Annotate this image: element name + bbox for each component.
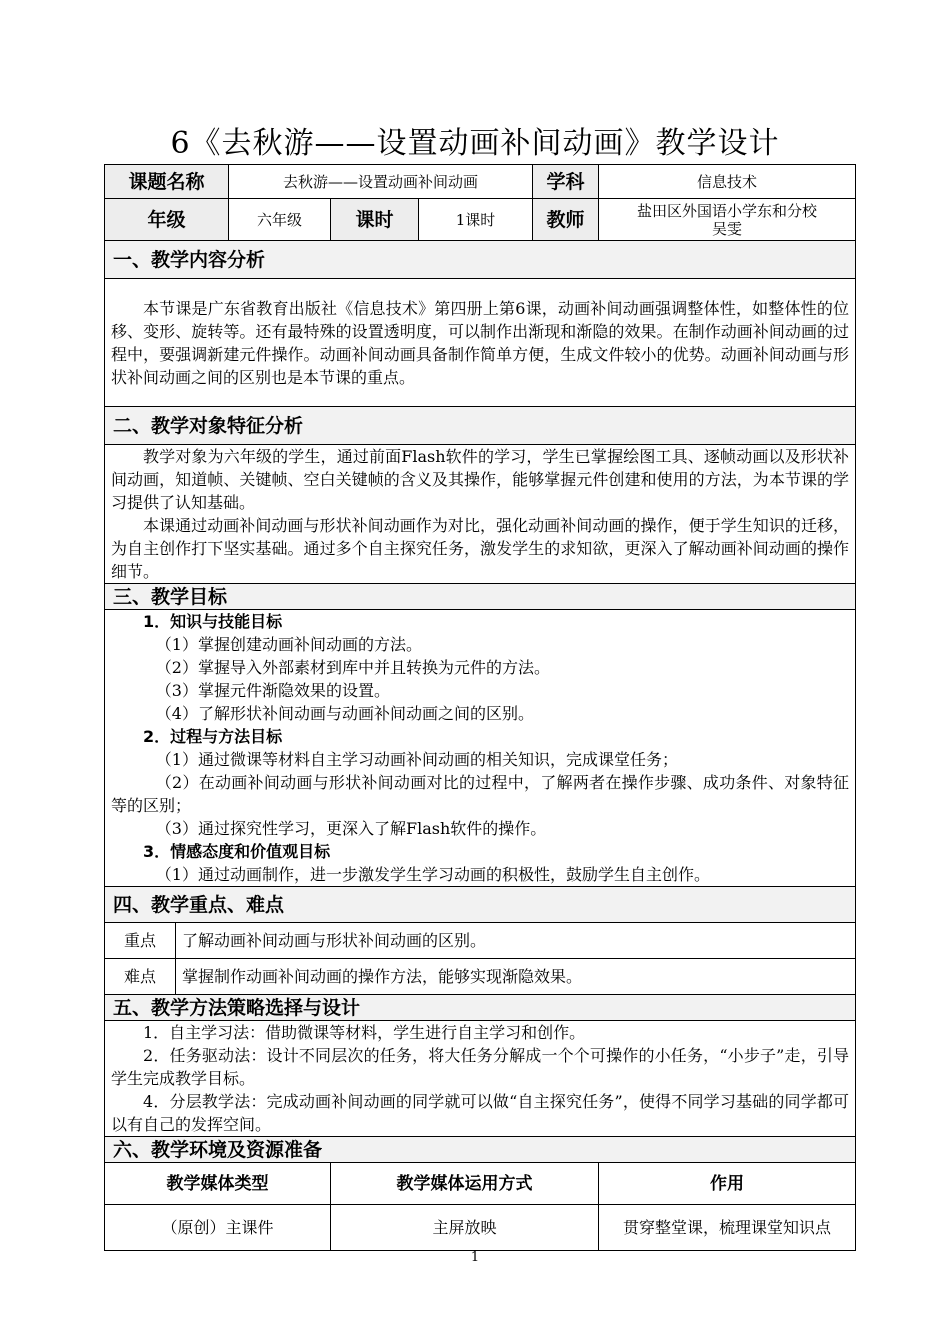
key-point-value: 了解动画补间动画与形状补间动画的区别。 [176,923,856,959]
difficulty-label: 难点 [105,959,176,995]
section-resources-heading: 六、教学环境及资源准备 [105,1137,856,1163]
section-student-analysis-body [105,445,856,584]
student-analysis-paragraph-1: 教学对象为六年级的学生，通过前面Flash软件的学习，学生已掌握绘图工具、逐帧动画以及形状补间动画，知道帧、关键帧、空白关键帧的含义及其操作，能够掌握元件创建和使用的方法，为本节课的学习提供了认知基础。 [111,447,850,512]
media-purpose-header: 作用 [599,1163,856,1205]
section-key-points-heading: 四、教学重点、难点 [105,887,856,923]
grade-label: 年级 [105,199,229,241]
media-usage-cell: 主屏放映 [331,1205,599,1251]
objective-process-item: （1）通过微课等材料自主学习动画补间动画的相关知识，完成课堂任务； [155,750,678,769]
objective-process-heading: 2．过程与方法目标 [143,727,283,746]
objective-knowledge-item: （1）掌握创建动画补间动画的方法。 [155,635,422,654]
student-analysis-paragraph-2: 本课通过动画补间动画与形状补间动画作为对比，强化动画补间动画的操作，便于学生知识的迁移，为自主创作打下坚实基础。通过多个自主探究任务，激发学生的求知欲，更深入了解动画补间动画的操作细节。 [111,516,850,581]
objective-knowledge-item: （4）了解形状补间动画与动画补间动画之间的区别。 [155,704,534,723]
objective-knowledge-heading: 1．知识与技能目标 [143,612,283,631]
objective-process-item: （2）在动画补间动画与形状补间动画对比的过程中，了解两者在操作步骤、成功条件、对象特征等的区别； [111,773,850,815]
media-usage-header: 教学媒体运用方式 [331,1163,599,1205]
objective-attitude-heading: 3．情感态度和价值观目标 [143,842,331,861]
media-purpose-cell: 贯穿整堂课，梳理课堂知识点 [599,1205,856,1251]
grade-value: 六年级 [229,199,331,241]
section-student-analysis-heading: 二、教学对象特征分析 [105,407,856,445]
method-item: 2．任务驱动法：设计不同层次的任务，将大任务分解成一个个可操作的小任务，“小步子”走，引导学生完成教学目标。 [111,1046,850,1088]
teacher-name: 吴雯 [712,219,743,238]
page-number: 1 [470,1250,480,1265]
section-methods-body [105,1021,856,1137]
subject-value: 信息技术 [599,165,856,199]
teacher-value [599,199,856,241]
media-type-header: 教学媒体类型 [105,1163,331,1205]
course-name-label: 课题名称 [105,165,229,199]
subject-label: 学科 [533,165,599,199]
content-analysis-paragraph: 本节课是广东省教育出版社《信息技术》第四册上第6课，动画补间动画强调整体性，如整体性的位移、变形、旋转等。还有最特殊的设置透明度，可以制作出渐现和渐隐的效果。在制作动画补间动画的过程中，要强调新建元件操作。动画补间动画具备制作简单方便，生成文件较小的优势。动画补间动画与形状补间动画之间的区别也是本节课的重点。 [111,298,850,387]
section-objectives-heading: 三、教学目标 [105,584,856,610]
objective-attitude-item: （1）通过动画制作，进一步激发学生学习动画的积极性，鼓励学生自主创作。 [155,865,710,884]
method-item: 4．分层教学法：完成动画补间动画的同学就可以做“自主探究任务”，使得不同学习基础的同学都可以有自己的发挥空间。 [111,1092,850,1134]
hours-label: 课时 [331,199,419,241]
teacher-school: 盐田区外国语小学东和分校 [637,201,818,220]
section-content-analysis-heading: 一、教学内容分析 [105,241,856,279]
hours-value: 1课时 [419,199,533,241]
objective-knowledge-item: （2）掌握导入外部素材到库中并且转换为元件的方法。 [155,658,550,677]
section-content-analysis-body [105,279,856,407]
method-item: 1．自主学习法：借助微课等材料，学生进行自主学习和创作。 [143,1023,586,1042]
section-objectives-body [105,610,856,887]
document-title: 6《去秋游——设置动画补间动画》教学设计 [170,126,780,161]
objective-knowledge-item: （3）掌握元件渐隐效果的设置。 [155,681,390,700]
key-point-label: 重点 [105,923,176,959]
media-type-cell: （原创）主课件 [105,1205,331,1251]
section-methods-heading: 五、教学方法策略选择与设计 [105,995,856,1021]
difficulty-value: 掌握制作动画补间动画的操作方法，能够实现渐隐效果。 [176,959,856,995]
course-name-value: 去秋游——设置动画补间动画 [229,165,533,199]
lesson-plan-table [104,164,856,1251]
teacher-label: 教师 [533,199,599,241]
objective-process-item: （3）通过探究性学习，更深入了解Flash软件的操作。 [155,819,547,838]
